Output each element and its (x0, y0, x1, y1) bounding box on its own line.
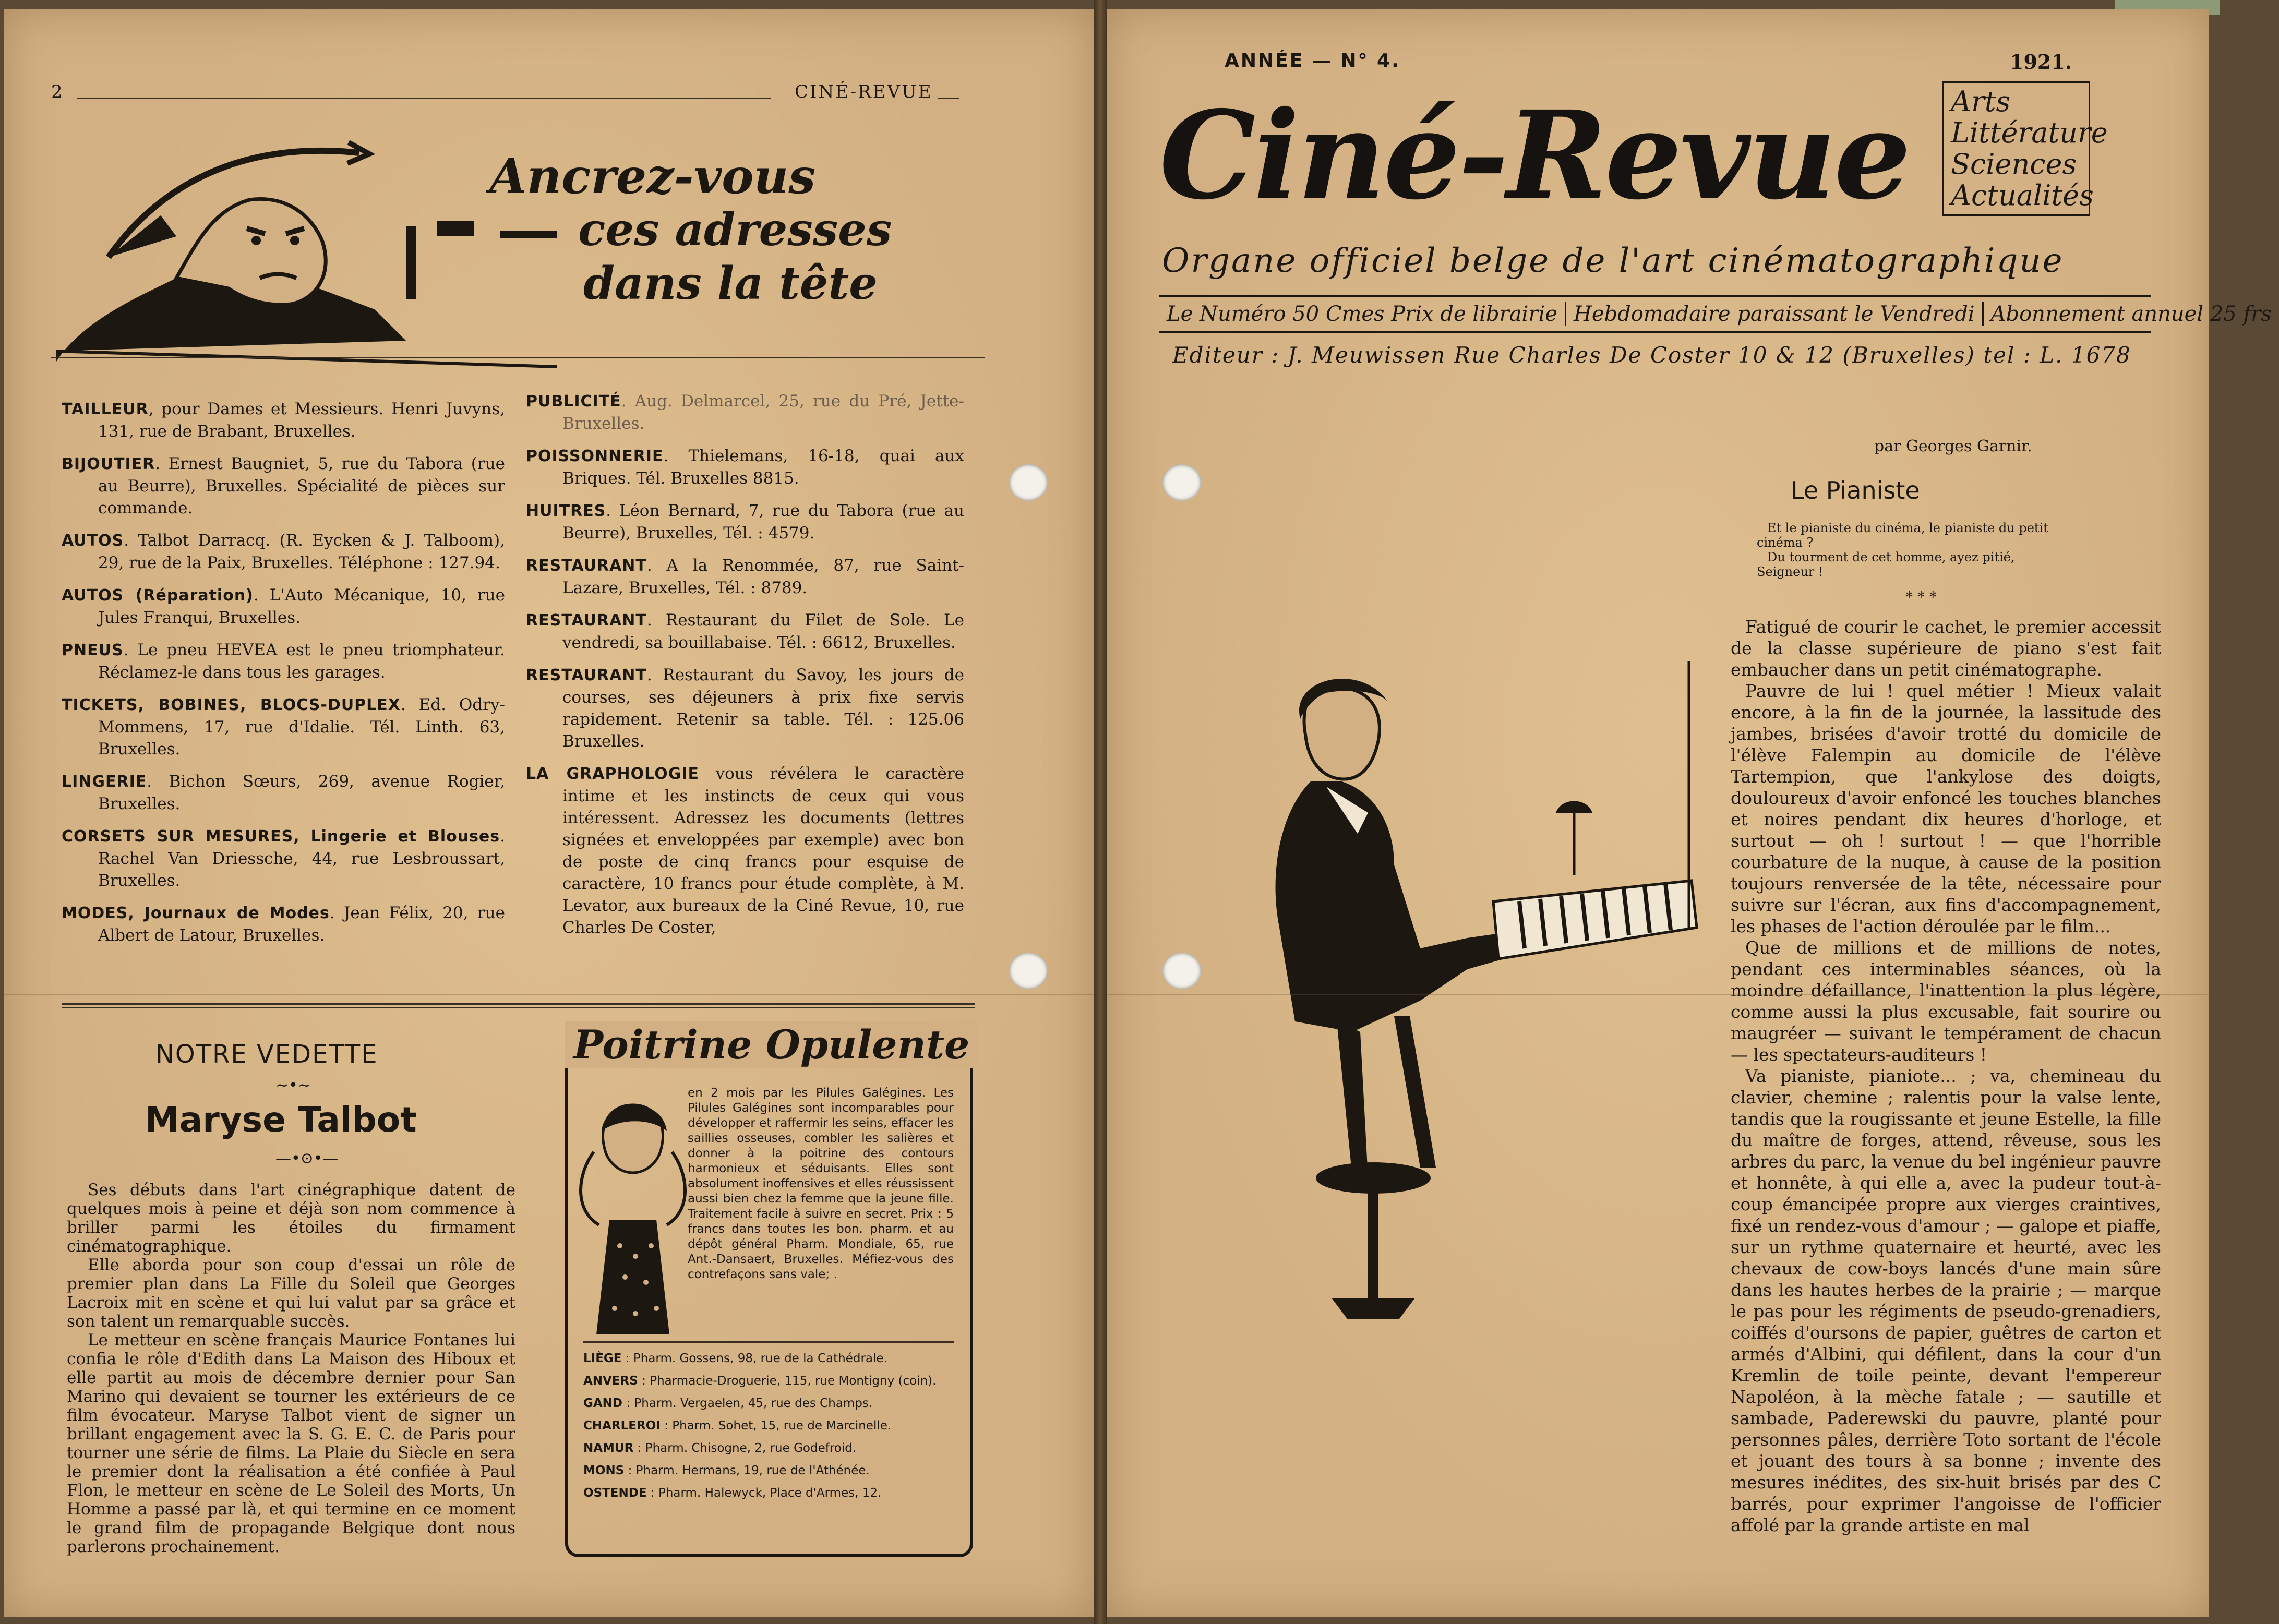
vedette-paragraph: Le metteur en scène français Maurice Fontanes lui confia le rôle d'Edith dans La Maison des Hiboux et elle partit au mois de décembre dernier pour San Marino qui devaient se tourner les extérieurs de ce film évocateur. Maryse Talbot vient de signer un brillant engagement avec la S. G. E. C. de Paris pour tourner une série de films. La Plaie du Siècle en sera le premier dont la réalisation a été confiée à Paul Flon, le metteur en scène de Le Soleil des Morts, Un Homme a passé par là, et qui termine en ce moment le grand film de propagande Belgique dont nous parlerons prochainement. (67, 1331, 515, 1556)
pharmacy-mons: MONS : Pharm. Hermans, 19, rue de l'Athénée. (583, 1464, 870, 1477)
page-number: 2 (51, 81, 64, 102)
right-page (1107, 9, 2272, 1617)
vedette-kicker: NOTRE VEDETTE (155, 1040, 378, 1069)
publisher-line: Editeur : J. Meuwissen Rue Charles De Coster 10 & 12 (Bruxelles) tel : L. 1678 (1172, 342, 2131, 368)
article-paragraph: Pauvre de lui ! quel métier ! Mieux valait encore, à la fin de la journée, la lassitude des jambes, brisées d'avoir trotté du domicile de l'élève Falempin au domicile de l'élève Tartempion, que l'ankylose des doigts, douloureux d'avoir enfoncé les touches blanches et noires pendant dix heures d'horloge, et surtout — oh ! surtout ! — que l'horrible courbature de la nuque, à cause de la position toujours renversée de la tête, nécessaire pour suivre sur l'écran, aux fins d'accompagnement, les phases de l'action déroulée par le film... (1731, 681, 2161, 936)
masthead-subtitle: Organe officiel belge de l'art cinématographique (1162, 242, 2064, 280)
ad-restaurant-renommee: RESTAURANT. A la Renommée, 87, rue Saint-Lazare, Bruxelles, Tél. : 8789. (526, 556, 964, 597)
advert-title: Poitrine Opulente (565, 1021, 978, 1068)
ad-corsets: CORSETS SUR MESURES, Lingerie et Blouses. Rachel Van Driessche, 44, rue Lesbroussart, Bruxelles. (62, 827, 505, 890)
pharmacy-anvers: ANVERS : Pharmacie-Droguerie, 115, rue Montigny (coin). (583, 1374, 937, 1388)
fold-line (4, 994, 1094, 995)
masthead-title: Ciné-Revue (1159, 84, 1909, 226)
info-bar (1159, 295, 2272, 333)
punch-hole (1009, 953, 1048, 989)
ad-lingerie: LINGERIE. Bichon Sœurs, 269, avenue Rogier, Bruxelles. (62, 772, 505, 813)
ad-huitres: HUITRES. Léon Bernard, 7, rue du Tabora (rue au Beurre), Bruxelles, Tél. : 4579. (526, 501, 964, 543)
motto-box (1942, 81, 2108, 216)
banner-line-2: ces adresses (578, 203, 892, 256)
epigraph-line: Et le pianiste du cinéma, le pianiste du petit cinéma ? (1757, 521, 2048, 550)
advert-body: en 2 mois par les Pilules Galégines. Les Pilules Galégines sont incomparables pour développer et raffermir les seins, effacer les saillies osseuses, combler les salières et donner à la poitrine des contours harmonieux et séduisants. Elles sont absolument inoffensives et elles réussissent aussi bien chez la femme que la jeune fille. Traitement facile à suivre en secret. Prix : 5 francs dans toutes les bon. pharm. et au dépôt général Pharm. Mondiale, 65, rue Ant.-Dansaert, Bruxelles. Méfiez-vous des contrefaçons sans vale; . (688, 1086, 954, 1281)
ad-autos: AUTOS. Talbot Darracq. (R. Eycken & J. Talboom), 29, rue de la Paix, Bruxelles. Téléphone : 127.94. (62, 531, 505, 572)
vedette-paragraph: Ses débuts dans l'art cinégraphique datent de quelques mois à peine et déjà son nom commence à briller parmi les étoiles du firmament cinématographique. (67, 1181, 515, 1256)
motto-line: Arts (1951, 85, 2011, 118)
ad-tickets: TICKETS, BOBINES, BLOCS-DUPLEX. Ed. Odry-Mommens, 17, rue d'Idalie. Tél. Linth. 63, Bruxelles. (62, 695, 505, 759)
pharmacy-ostende: OSTENDE : Pharm. Halewyck, Place d'Armes, 12. (583, 1486, 882, 1500)
pianist-illustration (1248, 656, 1697, 1350)
byline: par Georges Garnir. (1874, 437, 2032, 455)
section-rule (62, 1003, 975, 1005)
left-page (4, 9, 1094, 1617)
ads-column-left (62, 398, 505, 957)
advert-woman-illustration (573, 1089, 693, 1340)
header-rule (77, 98, 771, 99)
ad-pneus: PNEUS. Le pneu HEVEA est le pneu triomphateur. Réclamez-le dans tous les garages. (62, 641, 505, 682)
motto-line: Sciences (1951, 148, 2077, 181)
issue-label: ANNÉE — N° 4. (1225, 50, 1400, 71)
vedette-text (67, 1181, 515, 1556)
fold-line (1107, 994, 2209, 995)
punch-hole (1162, 464, 1201, 501)
pharmacy-gand: GAND : Pharm. Vergaelen, 45, rue des Champs. (583, 1397, 873, 1410)
article-paragraph: Va pianiste, pianiote... ; va, chemineau du clavier, chemine ; ralentis pour la valse lente, tandis que la rougissante et jeune Estelle, la fille du maître de forges, attend, rêveuse, sous les arbres du parc, la venue du bel ingénieur pauvre et honnête, à qui elle a, avec la pudeur tout-à-coup émancipée propre aux vierges craintives, fixé un rendez-vous d'amour ; — galope et piaffe, sur un rythme quaternaire et heurté, avec les chevaux de cow-boys lancés d'une main sûre dans les hautes herbes de la prairie ; — marque le pas pour les régiments de pseudo-grenadiers, coiffés d'oursons de papier, guêtres de carton et armés d'Albini, qui défilent, dans la cour d'un Kremlin de toile peinte, devant l'empereur Napoléon, à la mèche fatale ; — sautille et sambade, Paderewski du pauvre, planté pour personnes pâles, derrière Toto sortant de l'école et jouant des tours à sa bonne ; invente des mesures inédites, des six-huit brisés par des C barrés, pour exprimer l'angoisse de l'officier affolé par la grande artiste en mal (1731, 1066, 2161, 1535)
page-gutter (1094, 0, 1107, 1624)
ads-column-right (526, 390, 964, 949)
ad-restaurant-filet: RESTAURANT. Restaurant du Filet de Sole. Le vendredi, sa bouillabaise. Tél. : 6612, Bruxelles. (526, 611, 964, 652)
banner-line-1: Ancrez-vous (489, 148, 816, 204)
vedette-ornament-2: —•⊙•— (275, 1149, 339, 1168)
ad-poissonnerie: POISSONNERIE. Thielemans, 16-18, quai aux Briques. Tél. Bruxelles 8815. (526, 447, 964, 488)
section-rule-thin (62, 1007, 975, 1008)
banner-rule (51, 357, 985, 358)
punch-hole (1009, 464, 1048, 501)
frequency-cell: Hebdomadaire paraissant le Vendredi (1566, 302, 1984, 326)
motto-line: Actualités (1951, 179, 2094, 212)
article-paragraph: Que de millions et de millions de notes, pendant ces interminables séances, où la moindre défaillance, l'inattention la plus légère, comme aussi la plus excusable, fait sourire ou maugréer — suivant le tempérament de chacun — les spectateurs-auditeurs ! (1731, 937, 2161, 1065)
banner-illustration (41, 122, 568, 367)
subscription-cell: Abonnement annuel 25 frs (1990, 302, 2272, 326)
epigraph-line: Du tourment de cet homme, ayez pitié, Seigneur ! (1757, 550, 2015, 579)
ad-restaurant-savoy: RESTAURANT. Restaurant du Savoy, les jours de courses, ses déjeuners à prix fixe servis rapidement. Retenir sa table. Tél. : 125.06 Bruxelles. (526, 666, 964, 751)
header-rule-end (938, 98, 959, 99)
pharmacy-charleroi: CHARLEROI : Pharm. Sohet, 15, rue de Marcinelle. (583, 1419, 892, 1433)
article-title: Le Pianiste (1791, 476, 1920, 504)
ad-modes: MODES, Journaux de Modes. Jean Félix, 20, rue Albert de Latour, Bruxelles. (62, 904, 505, 945)
pharmacy-list (583, 1348, 959, 1505)
running-head: CINÉ-REVUE (795, 81, 933, 102)
price-cell: Le Numéro 50 Cmes Prix de librairie (1159, 302, 1566, 326)
ad-bijoutier: BIJOUTIER. Ernest Baugniet, 5, rue du Tabora (rue au Beurre), Bruxelles. Spécialité de pièces sur commande. (62, 454, 505, 518)
pharmacy-liege: LIÈGE : Pharm. Gossens, 98, rue de la Cathédrale. (583, 1352, 887, 1365)
ad-tailleur: TAILLEUR, pour Dames et Messieurs. Henri Juvyns, 131, rue de Brabant, Bruxelles. (62, 400, 505, 441)
ad-graphologie: LA GRAPHOLOGIE vous révélera le caractère intime et les instincts de ceux qui vous intéressent. Adressez les documents (lettres signées et enveloppées par exemple) avec bon de poste de cinq francs pour esquise de caractère, 10 francs pour étude complète, à M. Levator, aux bureaux de la Ciné Revue, 10, rue Charles De Coster, (526, 764, 964, 937)
ad-autos-reparation: AUTOS (Réparation). L'Auto Mécanique, 10, rue Jules Franqui, Bruxelles. (62, 586, 505, 627)
banner-line-3: dans la tête (583, 257, 878, 310)
article-body (1731, 616, 2161, 1536)
article-paragraph: Fatigué de courir le cachet, le premier accessit de la classe supérieure de piano s'est fait embaucher dans un petit cinématographe. (1731, 617, 2161, 680)
advert-rule (583, 1341, 954, 1343)
asterism: * * * (1905, 588, 1937, 606)
punch-hole (1162, 953, 1201, 989)
vedette-ornament: ~•~ (275, 1076, 311, 1094)
motto-line: Littérature (1951, 116, 2108, 149)
vedette-name: Maryse Talbot (145, 1100, 417, 1140)
vedette-paragraph: Elle aborda pour son coup d'essai un rôle de premier plan dans La Fille du Soleil que Georges Lacroix mit en scène et qui lui valut par sa grâce et son talent un remarquable succès. (67, 1256, 515, 1331)
ad-publicite: PUBLICITÉ. Aug. Delmarcel, 25, rue du Pré, Jette-Bruxelles. (526, 392, 964, 433)
pharmacy-namur: NAMUR : Pharm. Chisogne, 2, rue Godefroid. (583, 1441, 857, 1455)
issue-year: 1921. (2010, 50, 2072, 74)
epigraph (1757, 521, 2049, 579)
